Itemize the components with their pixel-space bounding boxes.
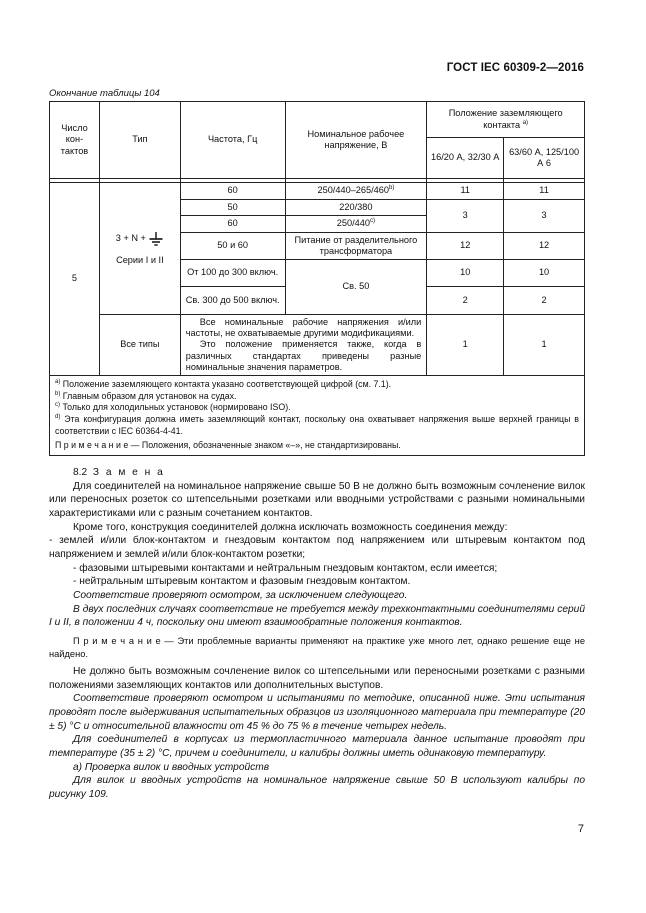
row-freq: От 100 до 300 включ.	[180, 260, 285, 287]
footnote: $^{c)}$ Только для холодильных установок (нормировано ISO).	[55, 402, 291, 413]
italic-paragraph: а) Проверка вилок и вводных устройств	[73, 761, 270, 773]
row-voltage: 250/440$^{c)}$	[285, 216, 427, 233]
italic-paragraph: Соответствие проверяют осмотром, за исключением следующего.	[73, 590, 408, 602]
type-cell	[99, 183, 180, 315]
row-pos-b: 2	[504, 287, 585, 315]
page-number: 7	[577, 823, 584, 835]
row-voltage: 220/380	[285, 200, 427, 216]
all-types-pos-a: 1	[427, 315, 504, 376]
row-voltage: Питание от разделительного трансформатора	[285, 233, 427, 260]
row-freq: 50 и 60	[180, 233, 285, 260]
row-freq: Св. 300 до 500 включ.	[180, 287, 285, 315]
row-pos-b: 10	[504, 260, 585, 287]
header-poles: Число кон-тактов	[50, 102, 100, 179]
paragraph: - нейтральным штыревым контактом и фазовым гнездовым контактом.	[73, 576, 411, 588]
row-freq: 60	[180, 183, 285, 200]
italic-paragraph: Соответствие проверяют осмотром и испытаниями по методике, описанной ниже. Эти испытания проводят после выдерживания испытательных образцов из изоляционного материала при температуре (20 ± 5) °С и относительной влажности от 45 % до 75 % в течение четырех недель.	[49, 693, 585, 732]
row-pos-a: 2	[427, 287, 504, 315]
table-104	[49, 101, 585, 456]
footnote: $^{b)}$ Главным образом для установок на судах.	[55, 390, 237, 401]
paragraph: - фазовыми штыревыми контактами и нейтральным гнездовым контактом, если имеется;	[73, 562, 498, 574]
paragraph: Не должно быть возможным сочленение вилок со штепсельными или переносными розетками с разными положениями заземляющих контактов или дополнительных выступов.	[49, 665, 585, 691]
section-8-2	[49, 466, 585, 802]
table-caption: Окончание таблицы 104	[49, 88, 160, 99]
row-pos-a: 10	[427, 260, 504, 287]
row-pos-a: 11	[427, 183, 504, 200]
poles-value: 5	[50, 183, 100, 376]
italic-paragraph: Для соединителей в корпусах из термопластичного материала данное испытание проводят при температуре (35 ± 2) °С, причем и соединители, и калибры должны иметь одинаковую температуру.	[49, 734, 585, 759]
header-col-b: 63/60 А, 125/100 А 6	[504, 138, 585, 179]
type-all: Все типы	[99, 315, 180, 376]
paragraph: Для соединителей на номинальное напряжение свыше 50 В не должно быть возможным сочленение вилок или переносных розеток со штепсельными розетками или вводными устройствами с разными номинальными характеристиками или с разным сочетанием контактов.	[49, 480, 585, 520]
italic-paragraph: Для вилок и вводных устройств на номинальное напряжение свыше 50 В используют калибры по рисунку 109.	[49, 775, 585, 801]
header-col-a: 16/20 А, 32/30 А	[427, 138, 504, 179]
table-footnotes	[50, 376, 585, 456]
paragraph: - землей и/или блок-контактом и гнездовым контактом под напряжением или штыревым контактом под напряжением и землей и/или блок-контактом розетки;	[49, 535, 585, 561]
row-freq: 50	[180, 200, 285, 216]
footnote: $^{d)}$ Эта конфигурация должна иметь заземляющий контакт, поскольку она охватывает напряжения выше верхней границы в соответствии с IEC 60364-4-41.	[55, 413, 579, 436]
all-types-pos-b: 1	[504, 315, 585, 376]
header-position-sup: a)	[522, 119, 529, 126]
header-voltage: Номинальное рабочее напряжение, В	[285, 102, 427, 179]
header-position-text: Положение заземляющего контакта	[448, 108, 563, 130]
header-type: Тип	[99, 102, 180, 179]
row-pos-a: 3	[427, 200, 504, 233]
row-pos-b: 12	[504, 233, 585, 260]
row-pos-b: 3	[504, 200, 585, 233]
all-types-note: Все номинальные рабочие напряжения и/или частоты, не охватываемые другими модификациями. Это положение применяется также, когда в различных стандартах приведены разные номинальные значения параметров.	[180, 315, 427, 376]
section-heading: 8.2 З а м е н а	[73, 467, 165, 478]
standard-header: ГОСТ IEC 60309-2—2016	[446, 62, 584, 74]
row-voltage: Св. 50	[285, 260, 427, 315]
row-pos-a: 12	[427, 233, 504, 260]
row-voltage: 250/440–265/460$^{b)}$	[285, 183, 427, 200]
type-main: 3 + N +	[115, 233, 146, 244]
footnote: $^{a)}$ Положение заземляющего контакта указано соответствующей цифрой (см. 7.1).	[55, 379, 392, 390]
note-paragraph: П р и м е ч а н и е — Эти проблемные варианты применяют на практике уже много лет, однако решение еще не найдено.	[49, 636, 585, 659]
row-freq: 60	[180, 216, 285, 233]
header-position	[427, 102, 585, 138]
header-frequency: Частота, Гц	[180, 102, 285, 179]
paragraph: Кроме того, конструкция соединителей должна исключать возможность соединения между:	[73, 521, 508, 533]
ground-symbol-icon	[148, 231, 164, 247]
row-pos-b: 11	[504, 183, 585, 200]
table-note: П р и м е ч а н и е — Положения, обозначенные знаком «–», не стандартизированы.	[55, 440, 401, 451]
italic-paragraph: В двух последних случаях соответствие не требуется между трехконтактными соединителями серий I и II, в положении 4 ч, поскольку они имеют взаимообратные положения контактов.	[49, 603, 585, 629]
type-series: Серии I и II	[116, 254, 164, 265]
